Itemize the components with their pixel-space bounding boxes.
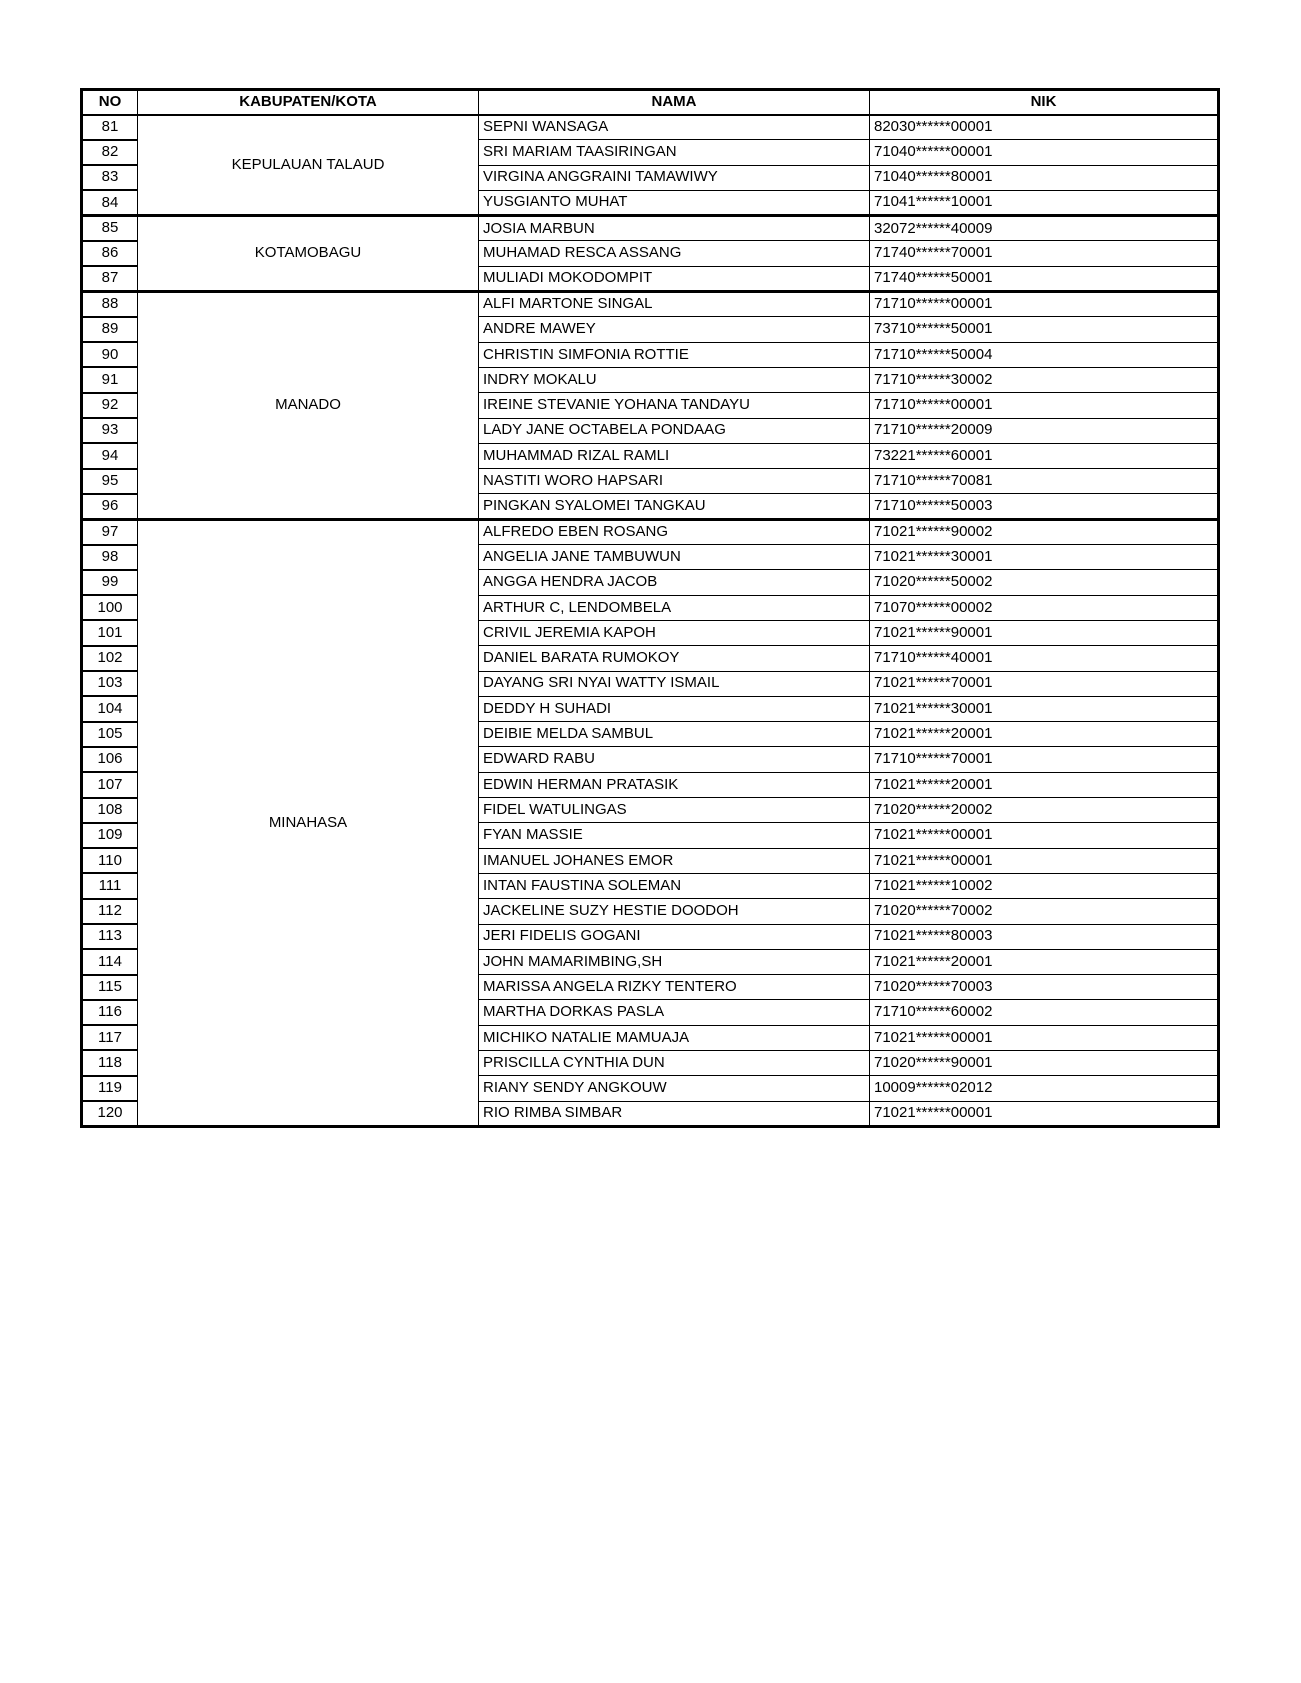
- row-number-cell: 82: [82, 140, 138, 165]
- nama-cell: CHRISTIN SIMFONIA ROTTIE: [479, 342, 870, 367]
- nama-cell: DEDDY H SUHADI: [479, 696, 870, 721]
- nama-cell: IREINE STEVANIE YOHANA TANDAYU: [479, 393, 870, 418]
- nik-cell: 71710******40001: [870, 646, 1219, 671]
- row-number-cell: 108: [82, 798, 138, 823]
- row-number-cell: 89: [82, 317, 138, 342]
- row-number-cell: 85: [82, 216, 138, 241]
- nama-cell: PINGKAN SYALOMEI TANGKAU: [479, 494, 870, 519]
- nama-cell: JOSIA MARBUN: [479, 216, 870, 241]
- nama-cell: JACKELINE SUZY HESTIE DOODOH: [479, 899, 870, 924]
- row-number-cell: 84: [82, 190, 138, 215]
- row-number-cell: 99: [82, 570, 138, 595]
- row-number-cell: 102: [82, 646, 138, 671]
- header-row: [82, 90, 1219, 115]
- nama-cell: EDWIN HERMAN PRATASIK: [479, 772, 870, 797]
- nama-cell: EDWARD RABU: [479, 747, 870, 772]
- nik-cell: 71710******60002: [870, 1000, 1219, 1025]
- row-number-cell: 88: [82, 292, 138, 317]
- row-number-cell: 97: [82, 519, 138, 544]
- column-header-kabupaten: KABUPATEN/KOTA: [138, 90, 479, 115]
- nik-cell: 10009******02012: [870, 1076, 1219, 1101]
- nama-cell: IMANUEL JOHANES EMOR: [479, 848, 870, 873]
- nama-cell: SEPNI WANSAGA: [479, 115, 870, 140]
- nama-cell: INDRY MOKALU: [479, 367, 870, 392]
- nama-cell: FYAN MASSIE: [479, 823, 870, 848]
- row-number-cell: 100: [82, 595, 138, 620]
- row-number-cell: 109: [82, 823, 138, 848]
- table-body: [82, 115, 1219, 1127]
- nama-cell: MULIADI MOKODOMPIT: [479, 266, 870, 291]
- nama-cell: ANDRE MAWEY: [479, 317, 870, 342]
- row-number-cell: 112: [82, 899, 138, 924]
- nama-cell: DEIBIE MELDA SAMBUL: [479, 722, 870, 747]
- nik-cell: 71710******50004: [870, 342, 1219, 367]
- row-number-cell: 96: [82, 494, 138, 519]
- nik-cell: 71040******80001: [870, 165, 1219, 190]
- nik-cell: 71021******30001: [870, 545, 1219, 570]
- row-number-cell: 103: [82, 671, 138, 696]
- row-number-cell: 104: [82, 696, 138, 721]
- row-number-cell: 86: [82, 241, 138, 266]
- nik-cell: 71740******50001: [870, 266, 1219, 291]
- nik-cell: 71021******20001: [870, 772, 1219, 797]
- row-number-cell: 101: [82, 620, 138, 645]
- table-row: [82, 292, 1219, 317]
- nik-cell: 82030******00001: [870, 115, 1219, 140]
- nama-cell: MARISSA ANGELA RIZKY TENTERO: [479, 975, 870, 1000]
- nik-cell: 32072******40009: [870, 216, 1219, 241]
- row-number-cell: 94: [82, 443, 138, 468]
- row-number-cell: 92: [82, 393, 138, 418]
- nik-cell: 71020******20002: [870, 798, 1219, 823]
- row-number-cell: 83: [82, 165, 138, 190]
- nik-cell: 71021******00001: [870, 1101, 1219, 1126]
- kabupaten-cell: KOTAMOBAGU: [138, 216, 479, 292]
- row-number-cell: 98: [82, 545, 138, 570]
- row-number-cell: 115: [82, 975, 138, 1000]
- nama-cell: MICHIKO NATALIE MAMUAJA: [479, 1025, 870, 1050]
- nama-cell: ARTHUR C, LENDOMBELA: [479, 595, 870, 620]
- nama-cell: MUHAMMAD RIZAL RAMLI: [479, 443, 870, 468]
- nama-cell: MARTHA DORKAS PASLA: [479, 1000, 870, 1025]
- nama-cell: YUSGIANTO MUHAT: [479, 190, 870, 215]
- nama-cell: RIANY SENDY ANGKOUW: [479, 1076, 870, 1101]
- nik-cell: 71710******00001: [870, 393, 1219, 418]
- nik-cell: 73710******50001: [870, 317, 1219, 342]
- nik-cell: 71070******00002: [870, 595, 1219, 620]
- nama-cell: NASTITI WORO HAPSARI: [479, 469, 870, 494]
- nama-cell: RIO RIMBA SIMBAR: [479, 1101, 870, 1126]
- row-number-cell: 119: [82, 1076, 138, 1101]
- column-header-no: NO: [82, 90, 138, 115]
- row-number-cell: 93: [82, 418, 138, 443]
- row-number-cell: 114: [82, 949, 138, 974]
- column-header-nik: NIK: [870, 90, 1219, 115]
- row-number-cell: 117: [82, 1025, 138, 1050]
- nama-cell: SRI MARIAM TAASIRINGAN: [479, 140, 870, 165]
- nik-cell: 71041******10001: [870, 190, 1219, 215]
- row-number-cell: 106: [82, 747, 138, 772]
- nik-cell: 71021******80003: [870, 924, 1219, 949]
- nik-cell: 71710******20009: [870, 418, 1219, 443]
- row-number-cell: 107: [82, 772, 138, 797]
- nama-cell: JOHN MAMARIMBING,SH: [479, 949, 870, 974]
- nama-cell: LADY JANE OCTABELA PONDAAG: [479, 418, 870, 443]
- nama-cell: MUHAMAD RESCA ASSANG: [479, 241, 870, 266]
- nama-cell: DANIEL BARATA RUMOKOY: [479, 646, 870, 671]
- table-row: [82, 216, 1219, 241]
- table-row: [82, 519, 1219, 544]
- row-number-cell: 105: [82, 722, 138, 747]
- nama-cell: PRISCILLA CYNTHIA DUN: [479, 1050, 870, 1075]
- kabupaten-cell: MINAHASA: [138, 519, 479, 1126]
- row-number-cell: 95: [82, 469, 138, 494]
- nama-cell: ALFREDO EBEN ROSANG: [479, 519, 870, 544]
- table-row: [82, 115, 1219, 140]
- nama-cell: FIDEL WATULINGAS: [479, 798, 870, 823]
- row-number-cell: 90: [82, 342, 138, 367]
- registrant-table: [80, 88, 1220, 1128]
- nik-cell: 71710******70081: [870, 469, 1219, 494]
- row-number-cell: 116: [82, 1000, 138, 1025]
- nik-cell: 71021******20001: [870, 722, 1219, 747]
- nik-cell: 71020******90001: [870, 1050, 1219, 1075]
- nama-cell: CRIVIL JEREMIA KAPOH: [479, 620, 870, 645]
- nik-cell: 71021******90002: [870, 519, 1219, 544]
- kabupaten-cell: KEPULAUAN TALAUD: [138, 115, 479, 216]
- nik-cell: 71020******50002: [870, 570, 1219, 595]
- row-number-cell: 91: [82, 367, 138, 392]
- nik-cell: 71021******30001: [870, 696, 1219, 721]
- row-number-cell: 113: [82, 924, 138, 949]
- nik-cell: 71710******70001: [870, 747, 1219, 772]
- nik-cell: 71710******30002: [870, 367, 1219, 392]
- nik-cell: 71710******00001: [870, 292, 1219, 317]
- row-number-cell: 87: [82, 266, 138, 291]
- column-header-nama: NAMA: [479, 90, 870, 115]
- nama-cell: DAYANG SRI NYAI WATTY ISMAIL: [479, 671, 870, 696]
- nik-cell: 71740******70001: [870, 241, 1219, 266]
- nik-cell: 71020******70002: [870, 899, 1219, 924]
- nik-cell: 71021******90001: [870, 620, 1219, 645]
- nik-cell: 71021******10002: [870, 873, 1219, 898]
- nik-cell: 71021******00001: [870, 823, 1219, 848]
- nama-cell: ANGELIA JANE TAMBUWUN: [479, 545, 870, 570]
- nik-cell: 71021******00001: [870, 1025, 1219, 1050]
- nik-cell: 71710******50003: [870, 494, 1219, 519]
- nama-cell: VIRGINA ANGGRAINI TAMAWIWY: [479, 165, 870, 190]
- nik-cell: 71021******00001: [870, 848, 1219, 873]
- nik-cell: 73221******60001: [870, 443, 1219, 468]
- nama-cell: INTAN FAUSTINA SOLEMAN: [479, 873, 870, 898]
- nama-cell: ANGGA HENDRA JACOB: [479, 570, 870, 595]
- nik-cell: 71020******70003: [870, 975, 1219, 1000]
- row-number-cell: 110: [82, 848, 138, 873]
- nama-cell: JERI FIDELIS GOGANI: [479, 924, 870, 949]
- nama-cell: ALFI MARTONE SINGAL: [479, 292, 870, 317]
- row-number-cell: 111: [82, 873, 138, 898]
- nik-cell: 71040******00001: [870, 140, 1219, 165]
- kabupaten-cell: MANADO: [138, 292, 479, 520]
- nik-cell: 71021******20001: [870, 949, 1219, 974]
- row-number-cell: 81: [82, 115, 138, 140]
- row-number-cell: 118: [82, 1050, 138, 1075]
- row-number-cell: 120: [82, 1101, 138, 1126]
- nik-cell: 71021******70001: [870, 671, 1219, 696]
